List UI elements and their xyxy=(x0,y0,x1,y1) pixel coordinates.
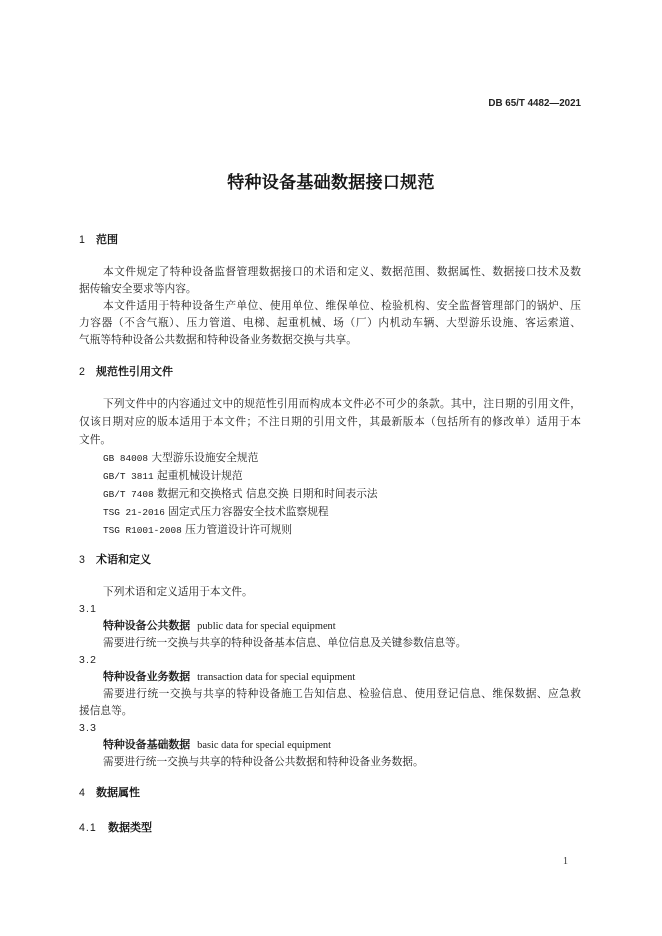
reference-title: 大型游乐设施安全规范 xyxy=(151,451,259,464)
section-heading-normative-references xyxy=(79,363,173,381)
section-title: 数据属性 xyxy=(96,786,140,799)
reference-title: 固定式压力容器安全技术监察规程 xyxy=(168,505,329,518)
term-entry xyxy=(79,719,581,736)
reference-item xyxy=(79,521,581,539)
reference-code: TSG R1001-2008 xyxy=(103,525,182,536)
section-title: 规范性引用文件 xyxy=(96,365,173,378)
term-name-zh: 特种设备业务数据 xyxy=(103,669,191,683)
reference-code: GB/T 7408 xyxy=(103,489,154,500)
paragraph-line: 仅该日期对应的版本适用于本文件；不注日期的引用文件，其最新版本（包括所有的修改单）适用于本 xyxy=(79,415,581,428)
reference-code: GB 84008 xyxy=(103,453,149,464)
term-definition-line: 需要进行统一交换与共享的特种设备基本信息、单位信息及关键参数信息等。 xyxy=(103,635,467,649)
section-title: 范围 xyxy=(96,233,118,246)
section-scope-body xyxy=(79,263,581,348)
term-entry-number: 3.2 xyxy=(79,654,98,666)
term-name-zh: 特种设备基础数据 xyxy=(103,737,191,751)
paragraph-line: 气瓶等特种设备公共数据和特种设备业务数据交换与共享。 xyxy=(79,332,357,346)
paragraph-line: 文件。 xyxy=(79,433,112,446)
section-title: 术语和定义 xyxy=(96,553,151,566)
section-heading-scope xyxy=(79,231,118,249)
section-number: 1 xyxy=(79,234,85,246)
paragraph-line: 据传输安全要求等内容。 xyxy=(79,281,197,295)
reference-title: 压力管道设计许可规则 xyxy=(185,523,293,536)
standard-number: DB 65/T 4482—2021 xyxy=(488,98,581,109)
section-heading-terms xyxy=(79,551,151,569)
term-entry xyxy=(79,651,581,668)
section-heading-data-attributes xyxy=(79,784,140,802)
term-name-en: basic data for special equipment xyxy=(197,739,332,751)
term-entry-number: 3.1 xyxy=(79,603,98,615)
reference-item xyxy=(79,485,581,503)
paragraph-line: 本文件适用于特种设备生产单位、使用单位、维保单位、检验机构、安全监督管理部门的锅炉、压 xyxy=(103,298,581,312)
reference-item xyxy=(79,503,581,521)
term-name-line xyxy=(79,668,581,685)
reference-code: GB/T 3811 xyxy=(103,471,154,482)
subsection-title: 数据类型 xyxy=(108,821,152,834)
term-name-line xyxy=(79,736,581,753)
section-references-body xyxy=(79,395,581,539)
term-definition-line: 援信息等。 xyxy=(79,703,133,717)
reference-item xyxy=(79,467,581,485)
section-number: 4 xyxy=(79,787,85,799)
term-definition-line: 需要进行统一交换与共享的特种设备施工告知信息、检验信息、使用登记信息、维保数据、应急救 xyxy=(103,686,581,700)
section-terms-body xyxy=(79,583,581,770)
term-name-en: public data for special equipment xyxy=(197,620,336,632)
subsection-number: 4.1 xyxy=(79,822,97,834)
term-name-zh: 特种设备公共数据 xyxy=(103,618,191,632)
term-name-en: transaction data for special equipment xyxy=(197,671,356,683)
section-number: 2 xyxy=(79,366,85,378)
paragraph-line: 下列文件中的内容通过文中的规范性引用而构成本文件必不可少的条款。其中，注日期的引用文件， xyxy=(103,397,581,410)
paragraph-line: 下列术语和定义适用于本文件。 xyxy=(103,584,253,598)
term-entry-number: 3.3 xyxy=(79,722,98,734)
reference-title: 起重机械设计规范 xyxy=(157,469,243,482)
term-definition-line: 需要进行统一交换与共享的特种设备公共数据和特种设备业务数据。 xyxy=(103,754,424,768)
document-title: 特种设备基础数据接口规范 xyxy=(227,173,435,193)
term-entry xyxy=(79,600,581,617)
term-name-line xyxy=(79,617,581,634)
subsection-heading-data-types xyxy=(79,819,152,837)
section-number: 3 xyxy=(79,554,85,566)
paragraph-line: 本文件规定了特种设备监督管理数据接口的术语和定义、数据范围、数据属性、数据接口技术及数 xyxy=(103,264,581,278)
reference-title: 数据元和交换格式 信息交换 日期和时间表示法 xyxy=(157,487,378,500)
reference-code: TSG 21-2016 xyxy=(103,507,165,518)
reference-item xyxy=(79,449,581,467)
page-number: 1 xyxy=(563,856,568,867)
paragraph-line: 力容器（不含气瓶）、压力管道、电梯、起重机械、场（厂）内机动车辆、大型游乐设施、客运索道、 xyxy=(79,315,581,329)
